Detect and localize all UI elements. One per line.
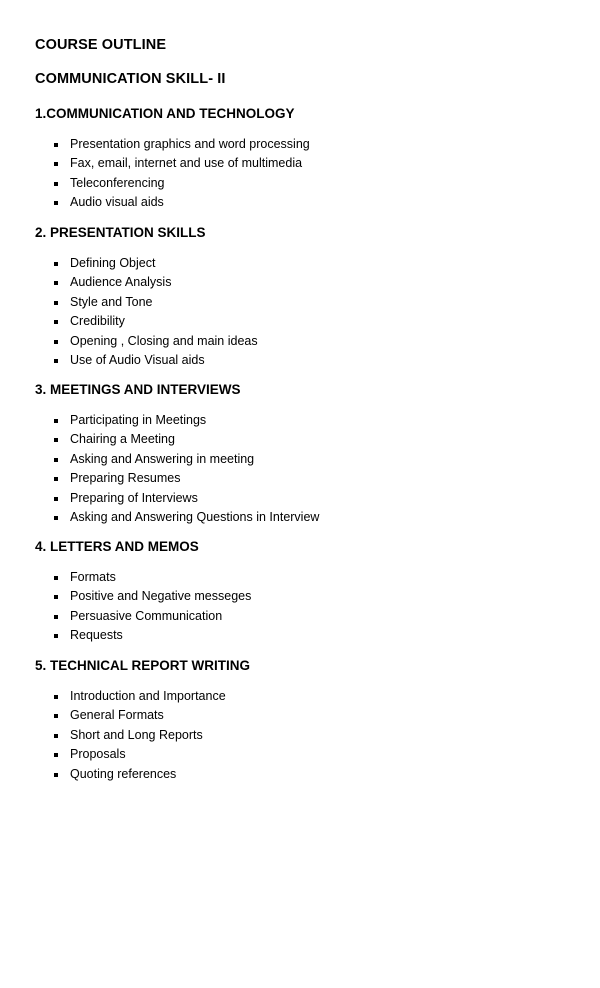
list-item-text: Opening , Closing and main ideas (70, 333, 258, 348)
square-bullet-icon (54, 458, 58, 462)
section-heading: 1.COMMUNICATION AND TECHNOLOGY (35, 106, 295, 121)
list-item-text: Quoting references (70, 766, 177, 781)
square-bullet-icon (54, 615, 58, 619)
list-item-text: Participating in Meetings (70, 413, 207, 427)
list-item-text: Style and Tone (70, 294, 153, 309)
bullet-list (35, 411, 575, 527)
list-item (35, 745, 575, 764)
list-item-text: General Formats (70, 708, 164, 723)
list-item-text: Formats (70, 570, 116, 584)
list-item (35, 174, 575, 193)
square-bullet-icon (54, 201, 58, 205)
list-item (35, 489, 575, 508)
list-item (35, 450, 575, 469)
square-bullet-icon (54, 516, 58, 520)
bullet-list (35, 254, 575, 370)
list-item (35, 687, 575, 706)
list-item (35, 312, 575, 331)
list-item-text: Teleconferencing (70, 175, 165, 190)
bullet-list (35, 568, 575, 646)
section-heading: 2. PRESENTATION SKILLS (35, 225, 206, 240)
section-1 (35, 106, 575, 213)
list-item-text: Credibility (70, 314, 125, 329)
square-bullet-icon (54, 438, 58, 442)
list-item-text: Introduction and Importance (70, 689, 226, 703)
list-item-text: Chairing a Meeting (70, 432, 175, 447)
square-bullet-icon (54, 182, 58, 186)
section-heading: 3. MEETINGS AND INTERVIEWS (35, 382, 241, 397)
square-bullet-icon (54, 143, 58, 147)
list-item (35, 411, 575, 430)
list-item-text: Asking and Answering in meeting (70, 451, 255, 466)
square-bullet-icon (54, 695, 58, 699)
document-subtitle: COMMUNICATION SKILL- II (35, 71, 226, 87)
list-item (35, 508, 575, 527)
list-item (35, 351, 575, 370)
list-item-text: Fax, email, internet and use of multimedia (70, 156, 303, 171)
list-item (35, 706, 575, 725)
square-bullet-icon (54, 419, 58, 423)
section-2 (35, 225, 575, 370)
list-item-text: Audio visual aids (70, 195, 164, 210)
list-item (35, 154, 575, 173)
square-bullet-icon (54, 281, 58, 285)
square-bullet-icon (54, 497, 58, 501)
list-item-text: Use of Audio Visual aids (70, 352, 205, 367)
square-bullet-icon (54, 576, 58, 580)
list-item (35, 135, 575, 154)
bullet-list (35, 135, 575, 213)
list-item (35, 765, 575, 784)
list-item (35, 332, 575, 351)
list-item-text: Defining Object (70, 256, 156, 270)
list-item-text: Preparing of Interviews (70, 490, 198, 505)
list-item-text: Short and Long Reports (70, 727, 203, 742)
list-item (35, 726, 575, 745)
list-item (35, 587, 575, 606)
square-bullet-icon (54, 634, 58, 638)
list-item (35, 469, 575, 488)
list-item-text: Audience Analysis (70, 275, 172, 290)
section-5 (35, 658, 575, 784)
list-item-text: Proposals (70, 747, 126, 762)
square-bullet-icon (54, 714, 58, 718)
square-bullet-icon (54, 162, 58, 166)
list-item-text: Presentation graphics and word processing (70, 137, 310, 151)
square-bullet-icon (54, 734, 58, 738)
list-item (35, 430, 575, 449)
list-item-text: Requests (70, 628, 123, 643)
list-item-text: Asking and Answering Questions in Interview (70, 509, 320, 524)
square-bullet-icon (54, 595, 58, 599)
list-item (35, 273, 575, 292)
square-bullet-icon (54, 753, 58, 757)
square-bullet-icon (54, 359, 58, 363)
list-item (35, 254, 575, 273)
square-bullet-icon (54, 773, 58, 777)
list-item (35, 607, 575, 626)
square-bullet-icon (54, 301, 58, 305)
section-heading: 4. LETTERS AND MEMOS (35, 539, 199, 554)
square-bullet-icon (54, 320, 58, 324)
bullet-list (35, 687, 575, 784)
list-item (35, 193, 575, 212)
section-4 (35, 539, 575, 646)
list-item-text: Preparing Resumes (70, 471, 181, 486)
section-3 (35, 382, 575, 527)
list-item (35, 568, 575, 587)
list-item-text: Positive and Negative messeges (70, 589, 252, 604)
list-item (35, 293, 575, 312)
list-item (35, 626, 575, 645)
section-heading: 5. TECHNICAL REPORT WRITING (35, 658, 251, 673)
square-bullet-icon (54, 262, 58, 266)
square-bullet-icon (54, 340, 58, 344)
document-title: COURSE OUTLINE (35, 37, 167, 53)
square-bullet-icon (54, 477, 58, 481)
list-item-text: Persuasive Communication (70, 608, 223, 623)
